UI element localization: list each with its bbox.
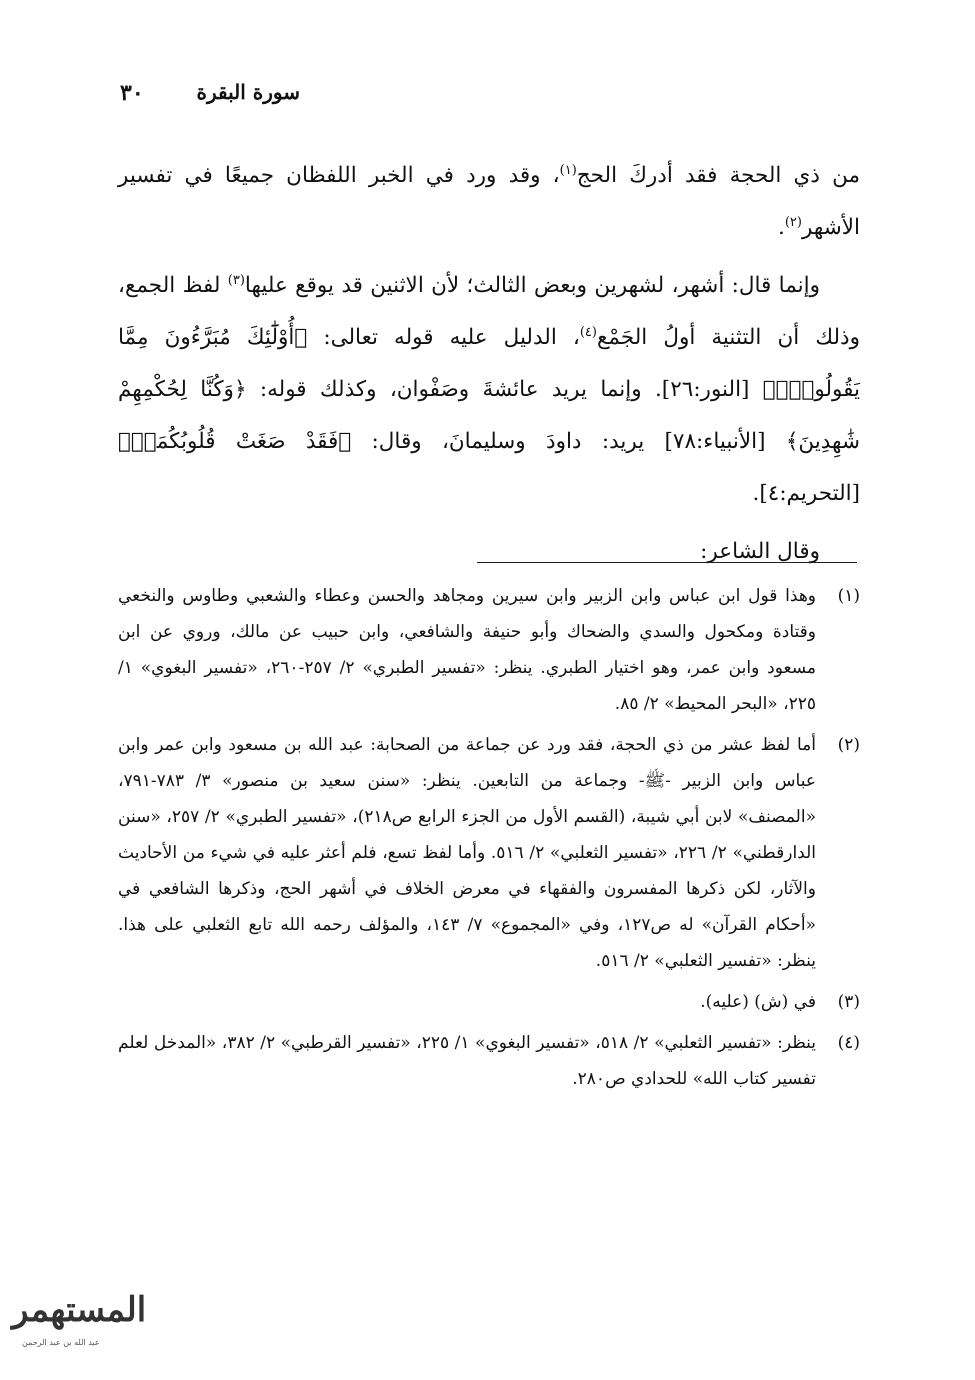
text-run: ، وقد ورد في الخبر اللفظان جميعًا في تفسير الأشهر: [118, 163, 860, 240]
footnote-text: في (ش) (عليه).: [700, 992, 816, 1012]
footnote-3: [118, 984, 860, 1020]
publisher-logo: [8, 1288, 147, 1368]
footnote-ref-4[interactable]: (٤): [579, 324, 597, 340]
paragraph-1: [118, 150, 860, 254]
footnote-text: وهذا قول ابن عباس وابن الزبير وابن سيرين ومجاهد والحسن وعطاء والشعبي وطاوس والنخعي وقتادة ومكحول والسدي والضحاك وأبو حنيفة والشافعي، وابن حبيب عن مالك، وروي عن ابن مسعود وابن عمر، وهو اختيار الطبري. ينظر: «تفسير الطبري» ٢/ ٢٥٧-٢٦٠، «تفسير البغوي» ١/ ٢٢٥، «البحر المحيط» ٢/ ٨٥.: [118, 586, 816, 714]
logo-subtext: عبد الله بن عبد الرحمن: [22, 1338, 100, 1347]
quran-verse-1: ﴿أُوْلَٰٓئِكَ مُبَرَّءُونَ مِمَّا يَقُولُونَۖ﴾: [118, 325, 861, 402]
page-header: [120, 80, 860, 120]
text-run: وإنما قال: أشهر، لشهرين وبعض الثالث؛ لأن الاثنين قد يوقع عليها: [244, 273, 821, 298]
page-number: ٣٠: [120, 80, 144, 106]
footnote-ref-1[interactable]: (١): [559, 162, 577, 178]
footnotes: [118, 578, 860, 1102]
footnote-text: أما لفظ عشر من ذي الحجة، فقد ورد عن جماعة من الصحابة: عبد الله بن مسعود وابن عمر وابن عباس وابن الزبير -ﷺ- وجماعة من التابعين. ينظر: «سنن سعيد بن منصور» ٣/ ٧٨٣-٧٩١، «المصنف» لابن أبي شيبة، (القسم الأول من الجزء الرابع ص٢١٨)، «تفسير الطبري» ٢/ ٢٥٧، «سنن الدارقطني» ٢/ ٢٢٦، «تفسير الثعلبي» ٢/ ٥١٦. وأما لفظ تسع، فلم أعثر عليه في شيء من الأحاديث والآثار، لكن ذكرها المفسرون والفقهاء في معرض الخلاف في أشهر الحج، وذكرها الشافعي في «أحكام القرآن» له ص١٢٧، وفي «المجموع» ٧/ ١٤٣، والمؤلف رحمه الله تابع الثعلبي على هذا. ينظر: «تفسير الثعلبي» ٢/ ٥١٦.: [118, 735, 816, 971]
text-run: [الأنبياء:٧٨] يريد: داودَ وسليمانَ، وقال:: [351, 429, 786, 454]
footnote-text: ينظر: «تفسير الثعلبي» ٢/ ٥١٨، «تفسير البغوي» ١/ ٢٢٥، «تفسير القرطبي» ٢/ ٣٨٢، «المدخل لعلم تفسير كتاب الله» للحدادي ص٢٨٠.: [118, 1033, 817, 1089]
quran-verse-3: ﴿فَقَدْ صَغَتْ قُلُوبُكُمَاۖ﴾: [118, 429, 352, 454]
footnote-ref-2[interactable]: (٢): [784, 214, 802, 230]
footnote-separator: [477, 562, 857, 563]
footnote-ref-3[interactable]: (٣): [227, 272, 245, 288]
footnote-1: [118, 578, 860, 722]
logo-text: المستهمر: [12, 1290, 147, 1330]
footnote-number: (١): [837, 586, 860, 606]
text-run: [النور:٢٦]. وإنما يريد عائشةَ وصَفْوان، وكذلك قوله:: [246, 377, 763, 402]
text-run: من ذي الحجة فقد أدركَ الحج: [576, 163, 860, 188]
paragraph-2: [118, 260, 860, 520]
footnote-number: (٣): [837, 992, 860, 1012]
text-run: ، الدليل عليه قوله تعالى:: [307, 325, 580, 350]
footnote-2: [118, 727, 860, 979]
footnote-number: (٤): [837, 1033, 860, 1053]
text-run: لفظ الجمع، وذلك أن التثنية أولُ الجَمْع: [118, 273, 860, 350]
text-run: .: [777, 215, 785, 240]
quran-verse-2: ﴿وَكُنَّا لِحُكْمِهِمْ شَٰهِدِينَ﴾: [118, 377, 860, 454]
footnote-number: (٢): [837, 735, 860, 755]
main-text: [118, 150, 860, 584]
paragraph-3: وقال الشاعر:: [700, 539, 820, 564]
surah-title: سورة البقرة: [196, 80, 300, 104]
text-run: [التحريم:٤].: [752, 481, 860, 506]
footnote-4: [118, 1025, 860, 1097]
